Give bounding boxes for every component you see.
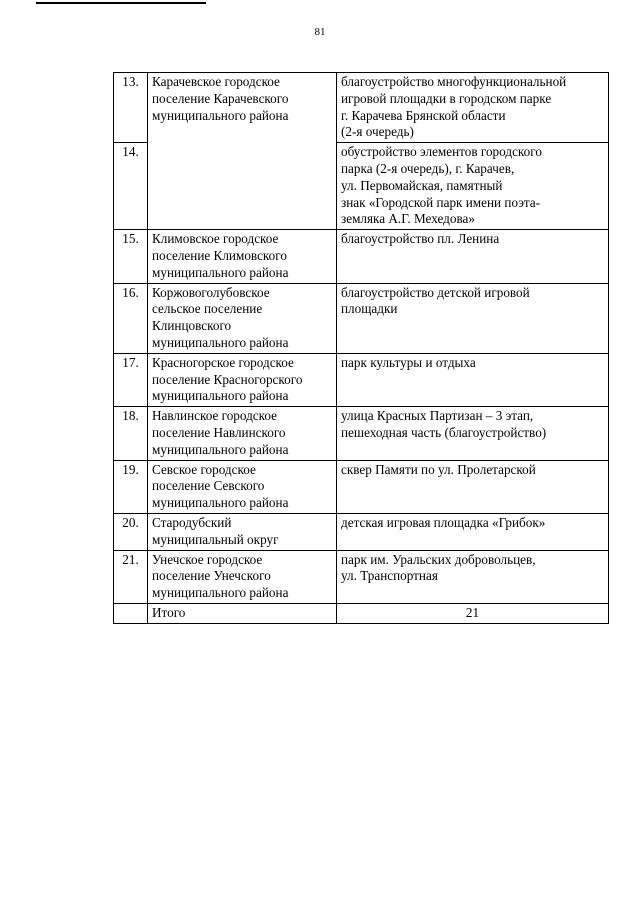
municipality-cell: Коржовоголубовское сельское поселение Клинцовского муниципального района	[148, 283, 337, 353]
object-cell: благоустройство детской игровой площадки	[337, 283, 609, 353]
object-cell: парк культуры и отдыха	[337, 353, 609, 406]
top-rule	[36, 2, 206, 4]
row-number: 21.	[114, 550, 148, 603]
table-row	[114, 283, 609, 353]
table-row	[114, 513, 609, 550]
table-row	[114, 353, 609, 406]
municipality-cell: Навлинское городское поселение Навлинского муниципального района	[148, 407, 337, 460]
object-cell: детская игровая площадка «Грибок»	[337, 513, 609, 550]
municipality-cell: Карачевское городское поселение Карачевского муниципального района	[148, 73, 337, 230]
total-value: 21	[337, 603, 609, 623]
object-cell: обустройство элементов городского парка (2-я очередь), г. Карачев, ул. Первомайская, памятный знак «Городской парк имени поэта- земляка А.Г. Мехедова»	[337, 143, 609, 230]
row-number: 19.	[114, 460, 148, 513]
table-row	[114, 73, 609, 143]
total-number-cell	[114, 603, 148, 623]
total-label: Итого	[148, 603, 337, 623]
municipality-cell: Севское городское поселение Севского муниципального района	[148, 460, 337, 513]
table-row	[114, 230, 609, 283]
total-row	[114, 603, 609, 623]
object-cell: улица Красных Партизан – 3 этап, пешеходная часть (благоустройство)	[337, 407, 609, 460]
object-cell: парк им. Уральских добровольцев, ул. Транспортная	[337, 550, 609, 603]
table-row	[114, 550, 609, 603]
row-number: 18.	[114, 407, 148, 460]
table-row	[114, 407, 609, 460]
row-number: 17.	[114, 353, 148, 406]
row-number: 20.	[114, 513, 148, 550]
row-number: 13.	[114, 73, 148, 143]
page-number: 81	[314, 26, 326, 38]
table-row	[114, 460, 609, 513]
row-number: 15.	[114, 230, 148, 283]
row-number: 16.	[114, 283, 148, 353]
municipality-cell: Красногорское городское поселение Красногорского муниципального района	[148, 353, 337, 406]
row-number: 14.	[114, 143, 148, 230]
municipality-cell: Унечское городское поселение Унечского муниципального района	[148, 550, 337, 603]
municipality-cell: Стародубский муниципальный округ	[148, 513, 337, 550]
object-cell: благоустройство пл. Ленина	[337, 230, 609, 283]
object-cell: благоустройство многофункциональной игровой площадки в городском парке г. Карачева Брянской области (2-я очередь)	[337, 73, 609, 143]
objects-table	[113, 72, 609, 624]
municipality-cell: Климовское городское поселение Климовского муниципального района	[148, 230, 337, 283]
object-cell: сквер Памяти по ул. Пролетарской	[337, 460, 609, 513]
